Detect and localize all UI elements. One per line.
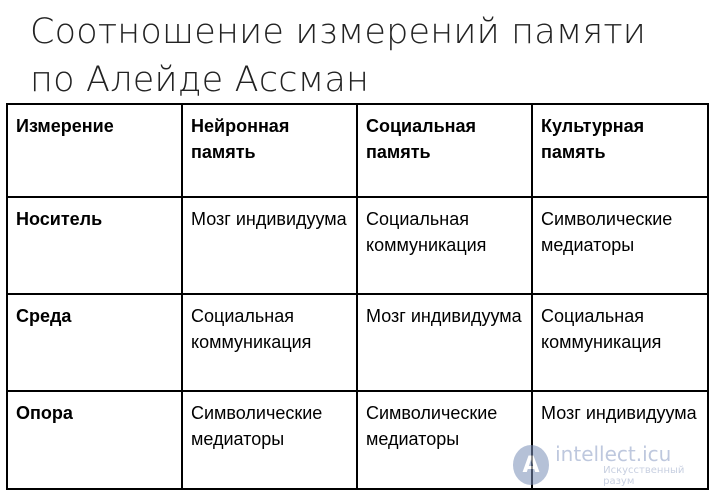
site-watermark <box>513 440 703 490</box>
slide-title <box>30 8 690 104</box>
table-cell: Символические медиаторы <box>532 197 708 294</box>
table-cell: Социальная коммуникация <box>182 294 357 391</box>
slide-title-line-2: по Алейде Ассман <box>30 60 370 100</box>
table-cell: Социальная коммуникация <box>532 294 708 391</box>
table-header-row <box>7 104 708 197</box>
table-cell: Символические медиаторы <box>182 391 357 489</box>
slide-title-line-1: Соотношение измерений памяти <box>30 12 647 52</box>
header-cell-cultural-memory: Культурная память <box>532 104 708 197</box>
table-cell: Символические медиаторы <box>357 391 532 489</box>
watermark-logo: A <box>513 445 549 485</box>
table-cell: Мозг индивидуума <box>532 391 708 489</box>
table-cell: Мозг индивидуума <box>357 294 532 391</box>
table-row <box>7 294 708 391</box>
table-cell: Социальная коммуникация <box>357 197 532 294</box>
row-label-carrier: Носитель <box>7 197 182 294</box>
table-row <box>7 197 708 294</box>
row-label-support: Опора <box>7 391 182 489</box>
row-label-medium: Среда <box>7 294 182 391</box>
table-cell: Мозг индивидуума <box>182 197 357 294</box>
header-cell-social-memory: Социальная память <box>357 104 532 197</box>
watermark-domain: intellect.icu <box>555 442 672 466</box>
watermark-tagline: Искусственный разум <box>603 465 685 487</box>
header-cell-dimension: Измерение <box>7 104 182 197</box>
header-cell-neural-memory: Нейронная память <box>182 104 357 197</box>
memory-dimensions-table <box>6 103 709 490</box>
